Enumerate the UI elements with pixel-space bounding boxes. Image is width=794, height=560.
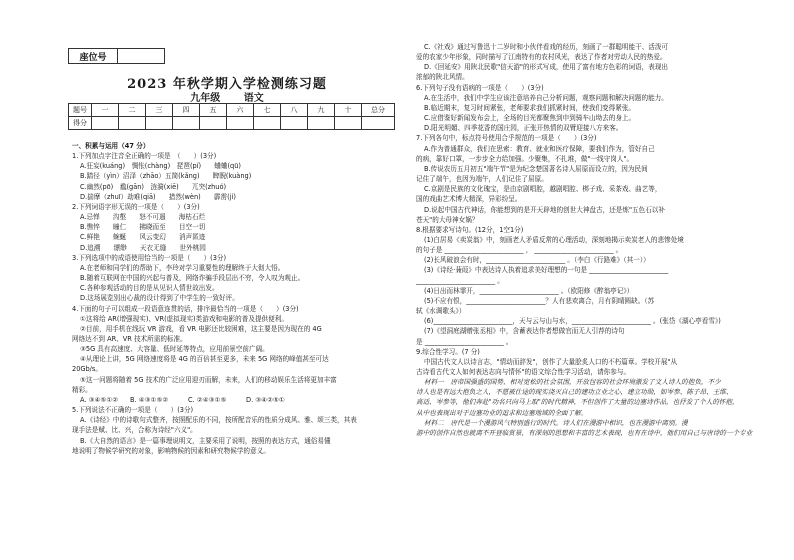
text-line: C.《社戏》通过写鲁迅十二岁时和小伙伴看戏的经历，刻画了一群聪明能干、活泼可 (424, 43, 669, 51)
score-cell[interactable] (335, 117, 362, 130)
text-line: 网络达不到 AR、VR 技术所需的标准。 (72, 334, 187, 343)
score-header-row (69, 104, 395, 117)
text-line: 8.根据要求写诗句。(12分，1空1分) (416, 225, 524, 234)
text-line: 2.下列词语字形无误的一项是（ ）(3分) (72, 202, 200, 211)
seat-number-label: 座位号 (69, 49, 118, 64)
text-line: 现手法是赋、比、兴，合称为诗经"六义"。 (72, 426, 197, 435)
text-line: 游中的创作自然也就离不开登临赏景，有深刻的思想和丰富的艺术表现，也有在诗中，他们用自己与唐诗的一个专业 (416, 428, 753, 437)
exam-subtitle (68, 89, 386, 104)
text-line: 苍天"的大母神女娲？ (416, 215, 479, 224)
text-line: D.这场展览别出心裁的设计得到了中学生的一致好评。 (80, 294, 239, 303)
text-line: ④从理论上讲，5G 网络速度将是 4G 的百倍甚至更多，未来 5G 网络的峰值甚至可达 (80, 355, 329, 364)
text-line: 材料一 唐帝国强盛的国势，相对宽松的社会氛围，开放包容的社会环境激发了文人诗人的抱负，不少 (424, 378, 721, 387)
text-line: D.说起中国古代神话，你能想到的是开天辟地的创世大神盘古，还是炼"五色石以补 (424, 205, 665, 214)
text-line: 一、积累与运用（47 分） (72, 142, 150, 150)
text-line: D.《回延安》用陕北民歌"信天游"的形式写成，使用了富有地方色彩的词语，表现出 (424, 63, 669, 72)
text-line: 高适、岑参等，他们奔赴"功名只向马上取"的时代精神，不但创作了大量的边塞诗作品，也抒发了个人的怀抱， (416, 398, 739, 407)
text-line: 轼《水调歌头》） (416, 307, 466, 316)
text-line: B.憔悴 瞳仁 拂晓而至 目空一切 (80, 223, 206, 232)
text-line: (1)白居易《卖炭翁》中，刻画老人矛盾反常的心理活动，深刻地揭示卖炭老人的悲惨处境 (424, 235, 684, 244)
score-row-label: 得分 (69, 117, 92, 130)
seat-number-box (68, 48, 165, 64)
text-line: A.狂妄(kuáng) 惆怅(chàng) 琵琶(pí) 蛐蛐(qū) (80, 162, 241, 171)
score-column-header: 九 (308, 104, 335, 117)
score-column-header: 总分 (362, 104, 395, 117)
text-line: B.踏径（yìn）沼泽（zhāo）五简(kǎng) 睥睨(kuàng) (80, 172, 252, 181)
text-line: 9.综合性学习。(7 分) (416, 347, 480, 356)
left-column (72, 141, 390, 456)
score-value-row (69, 117, 395, 130)
text-line: 7.下列各句中，标点符号使用合乎规范的一项是（ ）(3分) (416, 134, 597, 143)
text-line: (7)《望洞庭湖赠张丞相》中，含蓄表达作者想做官而无人引荐的诗句 (424, 327, 625, 336)
text-line: A.在生活中，我们中学生应该注意培养自己分析问题，观察问题和解决问题的能力。 (424, 93, 668, 102)
exam-title: 2023 年秋学期入学检测练习题 (127, 77, 327, 92)
score-cell[interactable] (227, 117, 254, 130)
grade-label: 九年级 (190, 93, 221, 104)
score-cell[interactable] (92, 117, 119, 130)
text-line: ________________________ 。 (416, 276, 504, 285)
text-line: 1.下列加点字注音全正确的一项是 （ ）(3分) (72, 152, 217, 161)
text-line: (6)________________________，天与云与山与水，________________________ 。(张岱《湖心亭看雪》) (424, 317, 721, 326)
text-line: B.传说农历五月初五"端午节"是为纪念楚国著名诗人屈原而设立的，因为民间 (424, 164, 648, 173)
text-line: 地说明了物候学研究的对象，影响物候的因素和研究物候学的意义。 (72, 446, 270, 455)
text-line: 6.下列句子没有语病的一项是（ ）(3分) (416, 83, 544, 92)
text-line: C.京剧是民族的文化瑰宝，是由京剧唱腔，越剧唱腔、梆子戏、采茶戏、曲艺等， (424, 185, 662, 194)
text-line: 记住了端午，也因为端午，人们记住了屈原。 (416, 175, 548, 184)
text-line: 5.下列说法不正确的一项是（ ）(3分) (72, 406, 194, 415)
score-cell[interactable] (362, 117, 395, 130)
subject-label: 语文 (243, 93, 264, 104)
text-line: 爱的农家少年形象，同时描写了江南特有的农村风光，表达了作者对劳动人民的热爱。 (416, 53, 667, 62)
text-line: (4)日出而林霏开，________________________ 。（欧阳修《醉翁亭记》） (424, 286, 634, 295)
text-line: 浓郁的陕北风情。 (416, 73, 469, 82)
text-line: (5)不应有恨，________________________？人有悲欢离合，月有阴晴圆缺。（苏 (424, 296, 655, 305)
score-column-header: 二 (119, 104, 146, 117)
text-line: 中国古代文人以诗言志，"情动而辞发"，创作了大量脍炙人口的不朽篇章。学校开展"从 (424, 357, 678, 366)
text-line: 从中也表现出对于边塞功业的追求和边塞地域的全面了解。 (416, 408, 588, 417)
text-line: A.《诗经》中的诗歌句式整齐，按照配乐的不同，按所配音乐的性质分成风、雅、颂三类，其表 (80, 416, 357, 425)
text-line: ①这将给 AR(增强现实)、VR(虚拟现实)类游戏和电影的普及提供便利。 (80, 314, 288, 323)
right-column (416, 42, 774, 438)
text-line: C.应借鉴好新闻发布会上，全场的目光都聚焦到申到骑车山坳去的身上。 (424, 114, 636, 123)
text-line: 诗人也是有远大抱负之人，不愿被仕途的现实浇灭自己的建功立业之心，建立功勋，如岑参、陈子昂、王维、 (416, 388, 733, 397)
score-cell[interactable] (146, 117, 173, 130)
text-line: 是 ________________________ 。 (416, 337, 513, 346)
text-line: (3)《诗经·蒹葭》中表达诗人执着追求美好理想的一句是 ________________________ (424, 266, 669, 275)
text-line: ③5G 具有高速度、大容量、低时延等特点，应用前景空前广阔。 (80, 345, 269, 354)
text-line: 材料二 唐代是一个漫游风气特别盛行的时代。诗人们在漫游中相识，也在漫游中离别。漫 (424, 418, 688, 427)
answer-option: C. ②④③①⑤ (188, 395, 227, 404)
score-column-header: 十 (335, 104, 362, 117)
score-row-header: 题号 (69, 104, 92, 117)
text-line: D.阳光明媚、四季花香的国庄园，正张开热情的双臂迎接八方来客。 (424, 124, 623, 133)
text-line: 的病，靠好口罩，一步步全力给加强。少聚集，不扎堆，做"一线守岗人"。 (416, 154, 634, 163)
text-line: C.幽然(pō) 尴(gān) 涟漪(xiē) 兀突(zhuó) (80, 182, 227, 191)
score-column-header: 八 (281, 104, 308, 117)
text-line: C.各种参观活动的目的是从见识人情世故出发。 (80, 284, 219, 293)
text-line: 国的戏曲艺术博大精深，异彩纷呈。 (416, 195, 522, 204)
answer-options (72, 395, 390, 405)
score-cell[interactable] (119, 117, 146, 130)
text-line: 精彩。 (72, 385, 92, 394)
text-line: A.忌惮 沟壑 怒不可遏 海枯石烂 (80, 213, 206, 222)
text-line: B.《大自然的语言》是一篇事理说明文，主要采用了说明，按照的表达方式，通俗易懂 (80, 436, 331, 445)
text-line: B.随着互联网在中国的兴起与普及，网络诈骗手段层出不穷，令人叹为观止。 (80, 274, 305, 283)
score-cell[interactable] (200, 117, 227, 130)
score-column-header: 六 (227, 104, 254, 117)
score-column-header: 一 (92, 104, 119, 117)
text-line: D.揣摩（zhuī）劫难(qiā) 措然(wèn) 霹雳(jí) (80, 192, 236, 201)
text-line: (2)长风破浪会有时，________________________ 。（李白《行路难》（其一）） (424, 256, 650, 265)
score-table (68, 103, 395, 130)
text-line: 20Gb/s。 (72, 365, 102, 374)
text-line: B.临近期末，复习时间紧张，老师要求我们抓紧时间，使我们变得紧张。 (424, 103, 636, 112)
score-cell[interactable] (281, 117, 308, 130)
text-line: 3.下列选项中的成语使用恰当的一项是（ ）(3分) (72, 253, 227, 262)
score-cell[interactable] (173, 117, 200, 130)
text-line: ②目前，用手机在线玩 VR 游戏，看 VR 电影还比较困难，这主要是因为现在的 4G (80, 324, 322, 333)
text-line: 的句子是 ________________________ ， ________________________ 。 (416, 246, 623, 255)
text-line: A.作为普通群众，我们在思索：教育、就业和医疗保障，要我们作为，管好自己 (424, 144, 655, 153)
score-column-header: 七 (254, 104, 281, 117)
text-line: A.在老师和同学们的帮助下，李玲对学习重要性的理解终于大彻大悟。 (80, 263, 285, 272)
score-column-header: 五 (200, 104, 227, 117)
text-line: D.追溯 缥缈 天衣无缝 世外桃园 (80, 243, 206, 252)
text-line: 4.下面的句子可以组成一段语意连贯的话，排序最恰当的一项是（ ）(3分) (72, 304, 299, 313)
text-line: C.鲜艳 蜿蜒 风云变幻 消声匿迹 (80, 233, 206, 242)
answer-option: A. ③④⑤①② (80, 395, 119, 404)
score-cell[interactable] (308, 117, 335, 130)
score-column-header: 三 (146, 104, 173, 117)
text-line: ⑤这一问题将随着 5G 技术的广泛应用迎刃而解，未来，人们的移动娱乐生活将更加丰富 (80, 375, 337, 384)
score-cell[interactable] (254, 117, 281, 130)
text-line: 古诗看古代文人如何表达志向与情怀"的语文综合性学习活动，请你参与。 (416, 368, 631, 376)
score-column-header: 四 (173, 104, 200, 117)
answer-option: D. ③④②⑤① (246, 395, 285, 404)
seat-number-field[interactable] (118, 49, 165, 64)
answer-option: B. ④③①⑤② (130, 395, 169, 404)
